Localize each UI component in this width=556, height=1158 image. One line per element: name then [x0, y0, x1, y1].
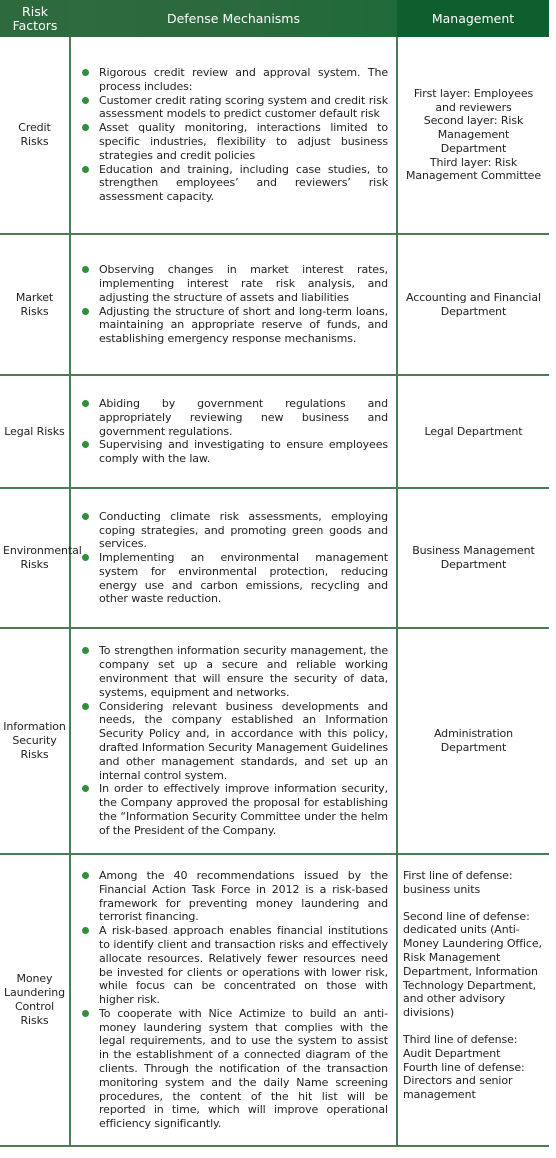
- management-line: Audit Department: [403, 1046, 501, 1060]
- table-row: [0, 488, 549, 628]
- defense-mechanisms-information-security: [70, 628, 397, 854]
- table-header-row: [0, 0, 549, 37]
- list-item: Considering relevant business developments and needs, the company established an Information Security Policy and, in accordance with this policy, drafted Information Security Management Guidelines and other management standards, and set up an internal control system.: [81, 700, 388, 783]
- list-item: To strengthen information security management, the company set up a secure and reliable working environment that will ensure the security of data, systems, equipment and networks.: [81, 644, 388, 699]
- management-line: Administration Department: [433, 727, 514, 754]
- bullet-icon: [82, 308, 89, 315]
- bullet-icon: [82, 647, 89, 654]
- bullet-icon: [82, 124, 89, 131]
- list-item: Customer credit rating scoring system and credit risk assessment models to predict customer default risk: [81, 94, 388, 122]
- bullet-icon: [82, 927, 89, 934]
- risk-factor-credit: Credit Risks: [0, 37, 70, 234]
- list-item: To cooperate with Nice Actimize to build an anti-money laundering system that complies with the legal requirements, and to use the system to assist in the establishment of a connected diagram of the clients. Through the notification of the transaction monitoring system and the daily Name screening procedures, the content of the hit list will be reported in time, which will improve operational efficiency significantly.: [81, 1007, 388, 1131]
- list-item: Observing changes in market interest rates, implementing interest rate risk analysis, and adjusting the structure of assets and liabilities: [81, 263, 388, 304]
- risk-factor-market: Market Risks: [0, 234, 70, 375]
- management-environmental: [397, 488, 549, 628]
- bullet-icon: [82, 266, 89, 273]
- management-information-security: [397, 628, 549, 854]
- management-line: First layer: Employees and reviewers: [413, 86, 534, 114]
- bullet-icon: [82, 97, 89, 104]
- defense-mechanisms-environmental: [70, 488, 397, 628]
- defense-mechanisms-legal: [70, 375, 397, 488]
- header-management: Management: [397, 0, 549, 37]
- list-item: Implementing an environmental management system for environmental protection, reducing energy use and carbon emissions, recycling and other waste reduction.: [81, 551, 388, 606]
- list-item: Adjusting the structure of short and long-term loans, maintaining an appropriate reserve of funds, and establishing emergency response mechanisms.: [81, 305, 388, 346]
- management-line: Accounting and Financial Department: [406, 290, 541, 318]
- bullet-icon: [82, 554, 89, 561]
- bullet-icon: [82, 69, 89, 76]
- header-risk-factors: Risk Factors: [0, 0, 70, 37]
- bullet-icon: [82, 703, 89, 710]
- management-line: Directors and senior management: [403, 1074, 513, 1102]
- bullet-icon: [82, 513, 89, 520]
- management-legal: [397, 375, 549, 488]
- risk-factor-legal: Legal Risks: [0, 375, 70, 488]
- management-money-laundering: [397, 854, 549, 1146]
- defense-mechanisms-money-laundering: [70, 854, 397, 1146]
- bullet-icon: [82, 785, 89, 792]
- list-item: Rigorous credit review and approval system. The process includes:: [81, 66, 388, 94]
- management-line: business units: [403, 882, 481, 896]
- management-line: Third layer: Risk Management Committee: [405, 155, 542, 183]
- list-item: A risk-based approach enables financial institutions to identify client and transaction risks and effectively allocate resources. Relatively fewer resources need be invested for clients or operations with lower risk, while focus can be concentrated on those with higher risk.: [81, 924, 388, 1007]
- risk-factor-information-security: Information Security Risks: [0, 628, 70, 854]
- list-item: Conducting climate risk assessments, employing coping strategies, and promoting green goods and services.: [81, 510, 388, 551]
- management-credit: [397, 37, 549, 234]
- bullet-icon: [82, 1010, 89, 1017]
- management-line: Second line of defense:: [403, 909, 530, 923]
- defense-mechanisms-credit: [70, 37, 397, 234]
- management-line: dedicated units (Anti-Money Laundering Office, Risk Management Department, Information Technology Department, and other advisory divisions): [403, 923, 542, 1020]
- management-line: Third line of defense:: [403, 1032, 518, 1046]
- management-line: Fourth line of defense:: [403, 1060, 525, 1074]
- bullet-icon: [82, 166, 89, 173]
- table-row: [0, 628, 549, 854]
- defense-mechanisms-market: [70, 234, 397, 375]
- list-item: Abiding by government regulations and appropriately reviewing new business and government regulations.: [81, 397, 388, 438]
- table-row: [0, 854, 549, 1146]
- management-line: First line of defense:: [403, 869, 513, 882]
- management-line: Business Management Department: [412, 544, 535, 571]
- management-line: Legal Department: [424, 424, 523, 438]
- list-item: Among the 40 recommendations issued by the Financial Action Task Force in 2012 is a risk-based framework for preventing money laundering and terrorist financing.: [81, 869, 388, 924]
- bullet-icon: [82, 400, 89, 407]
- management-line: Second layer: Risk Management Department: [423, 114, 524, 155]
- management-market: [397, 234, 549, 375]
- bullet-icon: [82, 441, 89, 448]
- bullet-icon: [82, 872, 89, 879]
- list-item: Asset quality monitoring, interactions limited to specific industries, flexibility to adjust business strategies and credit policies: [81, 121, 388, 162]
- risk-factor-money-laundering: Money Laundering Control Risks: [0, 854, 70, 1146]
- table-row: [0, 234, 549, 375]
- table-row: [0, 37, 549, 234]
- header-defense-mechanisms: Defense Mechanisms: [70, 0, 397, 37]
- list-item: Education and training, including case studies, to strengthen employees’ and reviewers’ risk assessment capacity.: [81, 163, 388, 204]
- risk-factor-environmental: Environmental Risks: [0, 488, 70, 628]
- list-item: In order to effectively improve information security, the Company approved the proposal for establishing the “Information Security Committee under the helm of the President of the Company.: [81, 782, 388, 837]
- table-row: [0, 375, 549, 488]
- list-item: Supervising and investigating to ensure employees comply with the law.: [81, 438, 388, 466]
